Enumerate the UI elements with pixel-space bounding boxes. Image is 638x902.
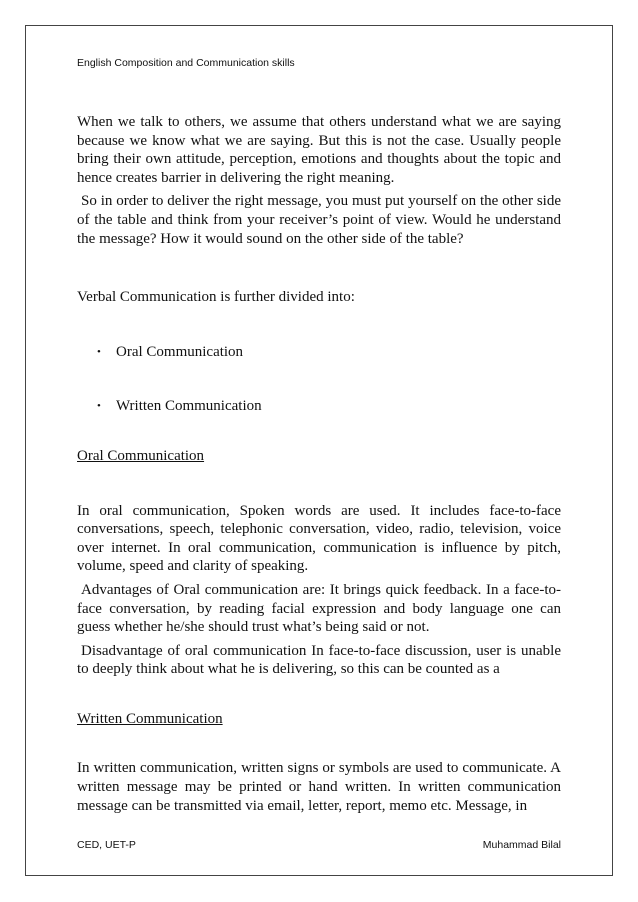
heading-written-communication: Written Communication — [77, 710, 223, 727]
paragraph-oral-advantages: Advantages of Oral communication are: It brings quick feedback. In a face-to-face conversation, by reading facial expression and body language one can guess whether he/she should trust what’s being said or not. — [77, 581, 561, 636]
footer-author: Muhammad Bilal — [482, 839, 561, 851]
page-body — [77, 113, 561, 815]
paragraph-intro: When we talk to others, we assume that others understand what we are saying because we know what we are saying. But this is not the case. Usually people bring their own attitude, perception, emotions and thoughts about the topic and hence creates barrier in delivering the right meaning. — [77, 114, 561, 186]
list-item — [77, 343, 561, 362]
paragraph-written-definition: In written communication, written signs or symbols are used to communicate. A written message may be printed or hand written. In written communication message can be transmitted via email, letter, report, memo etc. Message, in — [77, 760, 561, 814]
heading-oral-communication: Oral Communication — [77, 447, 205, 464]
running-header: English Composition and Communication skills — [77, 57, 295, 69]
bullet-icon: • — [97, 400, 101, 413]
footer-department: CED, UET-P — [77, 839, 136, 851]
list-item-label: Written Communication — [116, 398, 262, 415]
bullet-list — [77, 343, 561, 416]
paragraph-oral-disadvantage: Disadvantage of oral communication In face-to-face discussion, user is unable to deeply think about what he is delivering, so this can be counted as a — [77, 642, 561, 678]
paragraph-verbal-division: Verbal Communication is further divided into: — [77, 289, 355, 306]
paragraph-oral-definition: In oral communication, Spoken words are used. It includes face-to-face conversations, speech, telephonic conversation, video, radio, television, voice over internet. In oral communication, communication is influence by pitch, volume, speed and clarity of speaking. — [77, 502, 561, 575]
list-item — [77, 397, 561, 416]
bullet-icon: • — [97, 345, 101, 358]
list-item-label: Oral Communication — [116, 343, 244, 360]
paragraph-receiver-view: So in order to deliver the right message, you must put yourself on the other side of the table and think from your receiver’s point of view. Would he understand the message? How it would sound on the other side of the table? — [77, 193, 561, 247]
